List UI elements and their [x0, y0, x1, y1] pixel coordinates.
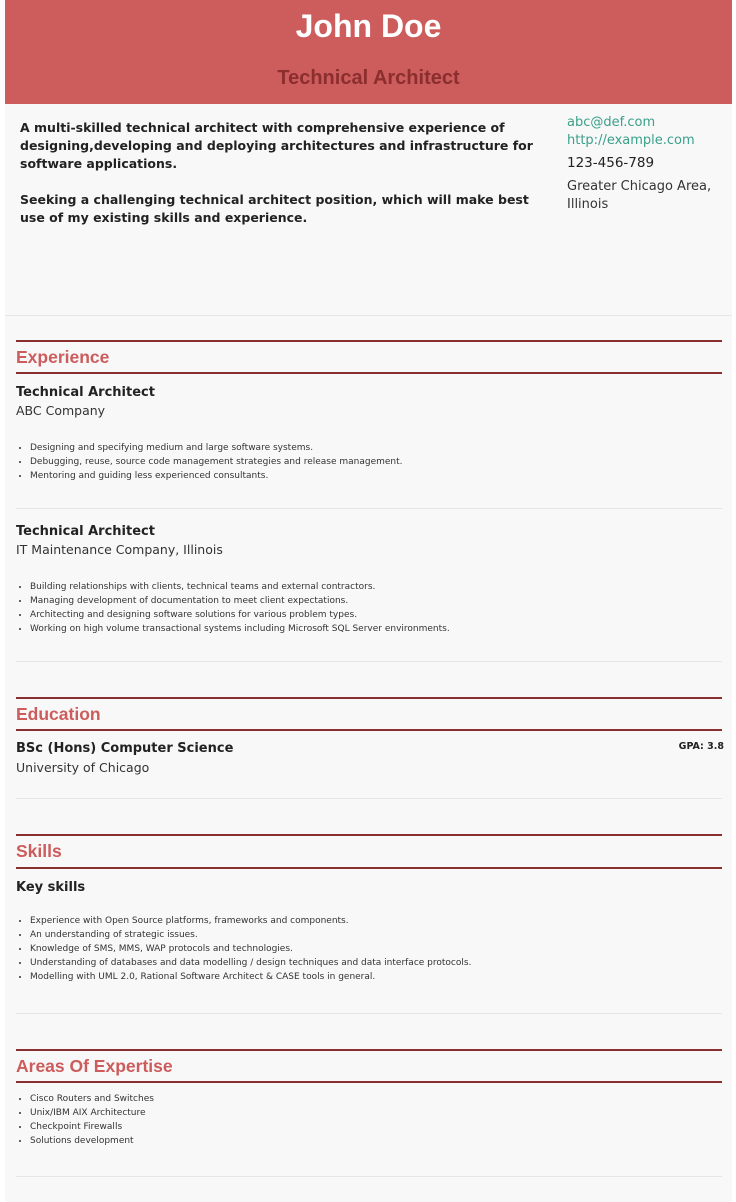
job-company: IT Maintenance Company, Illinois [16, 542, 223, 557]
degree: BSc (Hons) Computer Science [16, 741, 234, 756]
candidate-title: Technical Architect [277, 67, 460, 89]
list-item: • Understanding of databases and data modelling / design techniques and data interface protocols. [30, 956, 471, 970]
separator [16, 798, 722, 799]
job-bullets [30, 580, 450, 636]
list-item: • Unix/IBM AIX Architecture [30, 1106, 154, 1120]
section-rule [16, 1081, 722, 1083]
section-rule [16, 697, 722, 699]
candidate-name: John Doe [295, 8, 442, 44]
section-rule [16, 340, 722, 342]
separator [16, 1013, 722, 1014]
section-rule [16, 372, 722, 374]
list-item: • Knowledge of SMS, MMS, WAP protocols and technologies. [30, 942, 471, 956]
section-rule [16, 834, 722, 836]
list-item: • Experience with Open Source platforms, frameworks and components. [30, 914, 471, 928]
list-item: • Checkpoint Firewalls [30, 1120, 154, 1134]
job-title: Technical Architect [16, 385, 155, 400]
phone-number: 123-456-789 [567, 155, 655, 171]
separator [16, 1176, 722, 1177]
school: University of Chicago [16, 760, 150, 775]
objective-paragraph: Seeking a challenging technical architect position, which will make best use of my existing skills and experience. [20, 192, 529, 225]
contact-info [567, 114, 732, 214]
section-rule [16, 729, 722, 731]
list-item: • Modelling with UML 2.0, Rational Software Architect & CASE tools in general. [30, 970, 471, 984]
list-item: • Working on high volume transactional systems including Microsoft SQL Server environments. [30, 622, 450, 636]
email-link[interactable]: abc@def.com [567, 115, 656, 130]
list-item: • Cisco Routers and Switches [30, 1092, 154, 1106]
list-item: • Architecting and designing software solutions for various problem types. [30, 608, 450, 622]
education-heading: Education [16, 704, 101, 724]
gpa: GPA: 3.8 [678, 741, 724, 752]
skills-heading: Skills [16, 841, 62, 861]
list-item: • Debugging, reuse, source code management strategies and release management. [30, 455, 403, 469]
header-divider [5, 315, 732, 316]
list-item: • Designing and specifying medium and large software systems. [30, 441, 403, 455]
list-item: • Solutions development [30, 1134, 154, 1148]
job-company: ABC Company [16, 403, 106, 418]
expertise-heading: Areas Of Expertise [16, 1056, 173, 1076]
website-link[interactable]: http://example.com [567, 133, 695, 148]
job-bullets [30, 441, 403, 483]
summary-paragraph: A multi-skilled technical architect with comprehensive experience of designing,developing and deploying architectures and infrastructure for software applications. [20, 120, 533, 171]
experience-heading: Experience [16, 347, 110, 367]
resume-header [5, 0, 732, 104]
separator [16, 661, 722, 662]
job-title: Technical Architect [16, 524, 155, 539]
list-item: • Building relationships with clients, technical teams and external contractors. [30, 580, 450, 594]
list-item: • Mentoring and guiding less experienced consultants. [30, 469, 403, 483]
separator [16, 508, 722, 509]
list-item: • An understanding of strategic issues. [30, 928, 471, 942]
resume-page [5, 0, 732, 1202]
section-rule [16, 867, 722, 869]
list-item: • Managing development of documentation to meet client expectations. [30, 594, 450, 608]
skills-subheading: Key skills [16, 880, 86, 895]
expertise-bullets [30, 1092, 154, 1148]
address: Greater Chicago Area, Illinois [567, 179, 712, 212]
summary [20, 119, 540, 245]
skills-bullets [30, 914, 471, 984]
section-rule [16, 1049, 722, 1051]
